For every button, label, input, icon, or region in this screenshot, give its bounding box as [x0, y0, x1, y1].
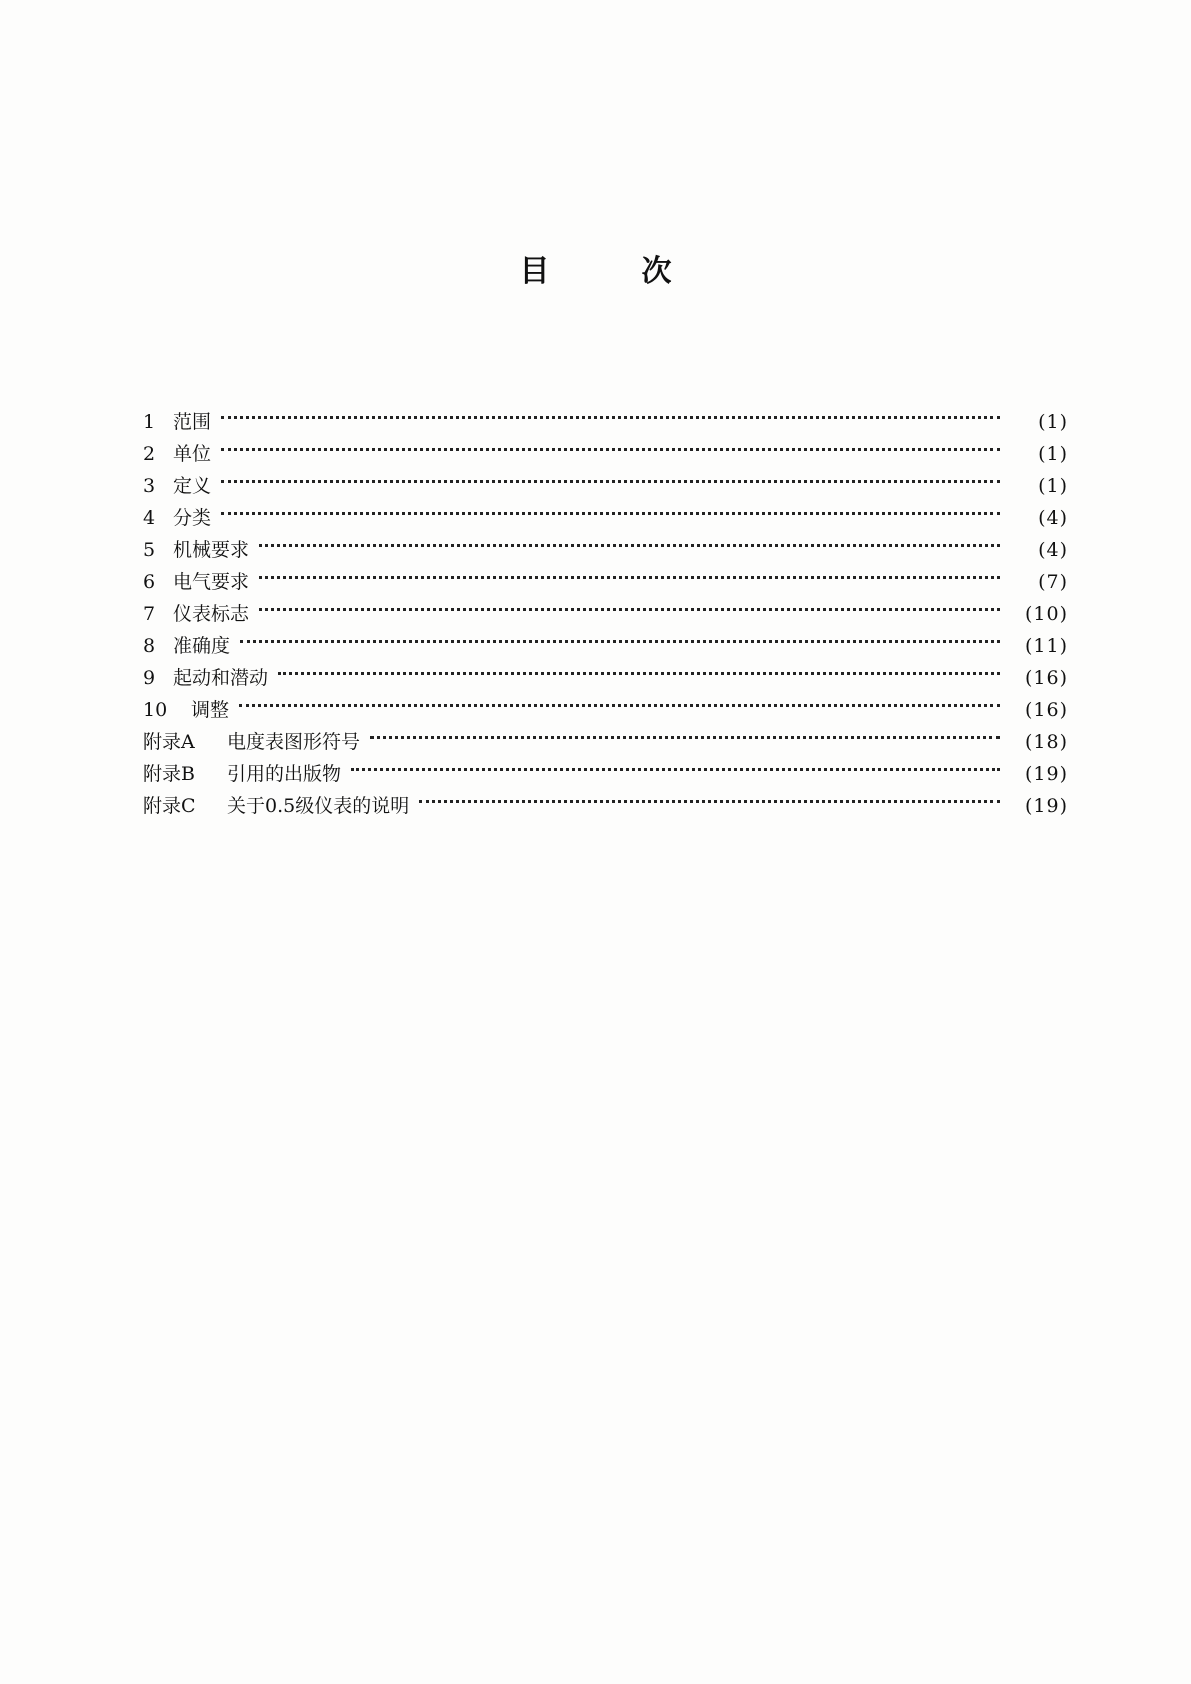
- toc-number: 4: [143, 507, 156, 529]
- toc-number: 附录C: [143, 795, 196, 817]
- toc-row-9[interactable]: [143, 652, 1068, 689]
- toc-page-number: (16): [1024, 667, 1068, 689]
- toc-label: [143, 406, 221, 438]
- page-title: [0, 246, 1191, 290]
- toc-page-number: (1): [1038, 411, 1068, 433]
- toc-page-number: (11): [1024, 635, 1068, 657]
- toc-title: 机械要求: [173, 539, 250, 561]
- toc-leader-dots: [221, 492, 1000, 524]
- toc-leader-dots: [239, 684, 1000, 716]
- toc-page-number: (7): [1038, 571, 1068, 593]
- toc-title: 分类: [173, 507, 212, 529]
- toc-title: 调整: [191, 699, 230, 721]
- toc-label: [143, 758, 351, 790]
- toc-label: [143, 438, 221, 470]
- toc-number: 6: [143, 571, 156, 593]
- toc-label: [143, 566, 259, 598]
- toc-title: 单位: [173, 443, 212, 465]
- toc-label: [143, 694, 239, 726]
- toc-leader-dots: [351, 748, 1000, 780]
- toc-title: 定义: [173, 475, 212, 497]
- toc-leader-dots: [221, 396, 1000, 428]
- toc-title: 引用的出版物: [227, 763, 342, 785]
- toc-leader-dots: [370, 716, 1000, 748]
- toc-label: [143, 630, 240, 662]
- title-char-left: 目: [519, 254, 550, 289]
- toc-leader-dots: [259, 524, 1000, 556]
- toc-label: [143, 470, 221, 502]
- toc-row-5[interactable]: [143, 524, 1068, 561]
- toc-page-number: (16): [1024, 699, 1068, 721]
- toc-row-4[interactable]: [143, 492, 1068, 529]
- toc-title: 仪表标志: [173, 603, 250, 625]
- toc-label: [143, 726, 370, 758]
- toc-row-10[interactable]: [143, 684, 1068, 721]
- toc-number: 3: [143, 475, 156, 497]
- toc-label: [143, 534, 259, 566]
- toc-title: 关于0.5级仪表的说明: [227, 795, 410, 817]
- toc-leader-dots: [221, 428, 1000, 460]
- toc-row-2[interactable]: [143, 428, 1068, 465]
- toc-page-number: (1): [1038, 443, 1068, 465]
- toc-leader-dots: [259, 588, 1000, 620]
- toc-number: 5: [143, 539, 156, 561]
- toc-title: 电气要求: [173, 571, 250, 593]
- toc-label: [143, 790, 419, 822]
- toc-row-7[interactable]: [143, 588, 1068, 625]
- toc-page-number: (4): [1038, 507, 1068, 529]
- title-char-right: 次: [641, 254, 672, 289]
- toc-leader-dots: [259, 556, 1000, 588]
- toc-number: 2: [143, 443, 156, 465]
- toc-row-3[interactable]: [143, 460, 1068, 497]
- toc-page-number: (19): [1024, 763, 1068, 785]
- toc-number: 7: [143, 603, 156, 625]
- toc-title: 范围: [173, 411, 212, 433]
- toc-leader-dots: [240, 620, 1000, 652]
- toc-row-8[interactable]: [143, 620, 1068, 657]
- toc-number: 附录A: [143, 731, 195, 753]
- toc-title: 起动和潜动: [173, 667, 269, 689]
- toc-leader-dots: [419, 780, 1000, 812]
- toc-row-appendix-a[interactable]: [143, 716, 1068, 753]
- toc-number: 附录B: [143, 763, 195, 785]
- toc-number: 1: [143, 411, 156, 433]
- toc-leader-dots: [278, 652, 1000, 684]
- toc-page-number: (1): [1038, 475, 1068, 497]
- toc-title: 准确度: [173, 635, 231, 657]
- toc-number: 9: [143, 667, 156, 689]
- toc-leader-dots: [221, 460, 1000, 492]
- toc-label: [143, 502, 221, 534]
- toc-number: 10: [143, 699, 168, 721]
- toc-page-number: (4): [1038, 539, 1068, 561]
- toc-page-number: (18): [1024, 731, 1068, 753]
- toc-row-6[interactable]: [143, 556, 1068, 593]
- toc-row-1[interactable]: [143, 396, 1068, 433]
- toc-number: 8: [143, 635, 156, 657]
- table-of-contents: [143, 396, 1068, 817]
- toc-title: 电度表图形符号: [227, 731, 361, 753]
- toc-page-number: (10): [1024, 603, 1068, 625]
- toc-page-number: (19): [1024, 795, 1068, 817]
